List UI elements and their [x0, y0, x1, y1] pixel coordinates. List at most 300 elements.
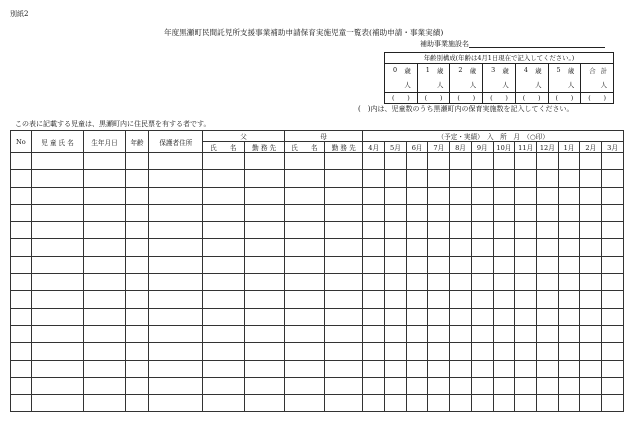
table-cell[interactable] — [450, 395, 472, 412]
table-cell[interactable] — [284, 239, 324, 256]
table-cell[interactable] — [11, 395, 32, 412]
table-cell[interactable] — [385, 222, 407, 239]
table-cell[interactable] — [31, 377, 84, 394]
table-cell[interactable] — [493, 222, 515, 239]
table-cell[interactable] — [493, 274, 515, 291]
table-cell[interactable] — [11, 153, 32, 170]
table-cell[interactable] — [450, 308, 472, 325]
table-cell[interactable] — [580, 291, 602, 308]
table-cell[interactable] — [515, 274, 537, 291]
table-cell[interactable] — [385, 343, 407, 360]
table-cell[interactable] — [385, 170, 407, 187]
table-cell[interactable] — [493, 377, 515, 394]
table-cell[interactable] — [363, 204, 385, 221]
table-cell[interactable] — [11, 204, 32, 221]
table-cell[interactable] — [428, 325, 450, 342]
table-cell[interactable] — [325, 343, 363, 360]
table-cell[interactable] — [450, 239, 472, 256]
table-cell[interactable] — [325, 325, 363, 342]
table-cell[interactable] — [125, 360, 149, 377]
table-cell[interactable] — [536, 377, 558, 394]
table-cell[interactable] — [84, 153, 125, 170]
table-cell[interactable] — [149, 360, 203, 377]
table-cell[interactable] — [149, 187, 203, 204]
table-cell[interactable] — [558, 325, 580, 342]
table-cell[interactable] — [149, 222, 203, 239]
age-cell-3[interactable] — [483, 64, 516, 93]
table-cell[interactable] — [125, 170, 149, 187]
table-cell[interactable] — [203, 153, 244, 170]
table-cell[interactable] — [244, 274, 284, 291]
table-cell[interactable] — [203, 291, 244, 308]
table-cell[interactable] — [428, 308, 450, 325]
age-town-count-5[interactable]: ( ) — [548, 93, 581, 104]
table-cell[interactable] — [244, 222, 284, 239]
table-cell[interactable] — [11, 377, 32, 394]
table-cell[interactable] — [284, 325, 324, 342]
table-cell[interactable] — [325, 395, 363, 412]
table-cell[interactable] — [385, 239, 407, 256]
table-cell[interactable] — [471, 325, 493, 342]
table-cell[interactable] — [406, 395, 428, 412]
table-cell[interactable] — [325, 170, 363, 187]
table-cell[interactable] — [31, 239, 84, 256]
table-cell[interactable] — [11, 256, 32, 273]
table-cell[interactable] — [325, 360, 363, 377]
table-cell[interactable] — [363, 308, 385, 325]
table-cell[interactable] — [149, 377, 203, 394]
table-cell[interactable] — [84, 377, 125, 394]
table-cell[interactable] — [450, 343, 472, 360]
table-cell[interactable] — [284, 395, 324, 412]
table-cell[interactable] — [493, 360, 515, 377]
table-cell[interactable] — [385, 377, 407, 394]
table-cell[interactable] — [428, 343, 450, 360]
table-cell[interactable] — [125, 153, 149, 170]
table-cell[interactable] — [450, 153, 472, 170]
age-town-count-0[interactable]: ( ) — [385, 93, 418, 104]
table-cell[interactable] — [125, 256, 149, 273]
table-cell[interactable] — [580, 308, 602, 325]
table-cell[interactable] — [31, 360, 84, 377]
table-cell[interactable] — [325, 308, 363, 325]
table-cell[interactable] — [125, 343, 149, 360]
table-cell[interactable] — [149, 325, 203, 342]
table-cell[interactable] — [558, 222, 580, 239]
table-cell[interactable] — [406, 153, 428, 170]
table-cell[interactable] — [558, 256, 580, 273]
table-cell[interactable] — [515, 187, 537, 204]
table-cell[interactable] — [602, 239, 624, 256]
table-cell[interactable] — [31, 256, 84, 273]
table-cell[interactable] — [325, 239, 363, 256]
table-cell[interactable] — [325, 291, 363, 308]
table-cell[interactable] — [125, 239, 149, 256]
table-cell[interactable] — [325, 153, 363, 170]
table-cell[interactable] — [580, 395, 602, 412]
table-cell[interactable] — [203, 395, 244, 412]
table-cell[interactable] — [515, 291, 537, 308]
table-cell[interactable] — [536, 256, 558, 273]
table-cell[interactable] — [406, 204, 428, 221]
table-cell[interactable] — [363, 222, 385, 239]
table-cell[interactable] — [536, 360, 558, 377]
table-cell[interactable] — [84, 204, 125, 221]
table-cell[interactable] — [363, 325, 385, 342]
table-cell[interactable] — [203, 222, 244, 239]
table-cell[interactable] — [284, 187, 324, 204]
table-cell[interactable] — [450, 204, 472, 221]
table-cell[interactable] — [84, 343, 125, 360]
table-cell[interactable] — [558, 308, 580, 325]
table-cell[interactable] — [406, 377, 428, 394]
table-cell[interactable] — [580, 170, 602, 187]
table-cell[interactable] — [84, 360, 125, 377]
table-cell[interactable] — [471, 222, 493, 239]
table-cell[interactable] — [203, 343, 244, 360]
table-cell[interactable] — [450, 274, 472, 291]
table-cell[interactable] — [602, 153, 624, 170]
table-cell[interactable] — [471, 153, 493, 170]
table-cell[interactable] — [125, 274, 149, 291]
table-cell[interactable] — [536, 153, 558, 170]
table-cell[interactable] — [244, 377, 284, 394]
table-cell[interactable] — [428, 377, 450, 394]
table-cell[interactable] — [203, 377, 244, 394]
table-cell[interactable] — [558, 377, 580, 394]
table-cell[interactable] — [493, 343, 515, 360]
table-cell[interactable] — [536, 204, 558, 221]
table-cell[interactable] — [602, 377, 624, 394]
table-cell[interactable] — [149, 291, 203, 308]
table-cell[interactable] — [428, 360, 450, 377]
table-cell[interactable] — [325, 274, 363, 291]
table-cell[interactable] — [471, 170, 493, 187]
table-cell[interactable] — [84, 395, 125, 412]
table-cell[interactable] — [31, 343, 84, 360]
table-cell[interactable] — [536, 325, 558, 342]
table-cell[interactable] — [203, 239, 244, 256]
table-cell[interactable] — [493, 187, 515, 204]
table-cell[interactable] — [471, 343, 493, 360]
table-cell[interactable] — [284, 256, 324, 273]
table-cell[interactable] — [471, 308, 493, 325]
table-cell[interactable] — [203, 256, 244, 273]
table-cell[interactable] — [515, 256, 537, 273]
table-cell[interactable] — [406, 239, 428, 256]
table-cell[interactable] — [125, 377, 149, 394]
age-cell-2[interactable] — [450, 64, 483, 93]
table-cell[interactable] — [363, 153, 385, 170]
table-cell[interactable] — [84, 256, 125, 273]
table-cell[interactable] — [244, 360, 284, 377]
age-town-count-1[interactable]: ( ) — [417, 93, 450, 104]
table-cell[interactable] — [493, 256, 515, 273]
table-cell[interactable] — [428, 187, 450, 204]
table-cell[interactable] — [11, 222, 32, 239]
table-cell[interactable] — [558, 291, 580, 308]
table-cell[interactable] — [385, 308, 407, 325]
table-cell[interactable] — [580, 256, 602, 273]
table-cell[interactable] — [125, 222, 149, 239]
table-cell[interactable] — [406, 291, 428, 308]
table-cell[interactable] — [31, 291, 84, 308]
table-cell[interactable] — [536, 395, 558, 412]
table-cell[interactable] — [428, 170, 450, 187]
table-cell[interactable] — [244, 256, 284, 273]
table-cell[interactable] — [428, 291, 450, 308]
table-cell[interactable] — [602, 291, 624, 308]
table-cell[interactable] — [149, 204, 203, 221]
table-cell[interactable] — [149, 343, 203, 360]
table-cell[interactable] — [406, 256, 428, 273]
table-cell[interactable] — [536, 274, 558, 291]
table-cell[interactable] — [580, 187, 602, 204]
table-cell[interactable] — [580, 377, 602, 394]
table-cell[interactable] — [515, 360, 537, 377]
table-cell[interactable] — [84, 325, 125, 342]
table-cell[interactable] — [149, 308, 203, 325]
table-cell[interactable] — [515, 204, 537, 221]
table-cell[interactable] — [84, 187, 125, 204]
table-cell[interactable] — [515, 343, 537, 360]
table-cell[interactable] — [31, 222, 84, 239]
age-town-count-2[interactable]: ( ) — [450, 93, 483, 104]
table-cell[interactable] — [406, 343, 428, 360]
table-cell[interactable] — [11, 274, 32, 291]
table-cell[interactable] — [493, 291, 515, 308]
table-cell[interactable] — [450, 377, 472, 394]
table-cell[interactable] — [580, 222, 602, 239]
table-cell[interactable] — [471, 274, 493, 291]
table-cell[interactable] — [385, 153, 407, 170]
table-cell[interactable] — [244, 170, 284, 187]
table-cell[interactable] — [493, 204, 515, 221]
table-cell[interactable] — [84, 274, 125, 291]
table-cell[interactable] — [244, 308, 284, 325]
facility-name-field[interactable] — [469, 39, 605, 48]
age-town-count-4[interactable]: ( ) — [515, 93, 548, 104]
table-cell[interactable] — [284, 153, 324, 170]
table-cell[interactable] — [284, 291, 324, 308]
table-cell[interactable] — [428, 153, 450, 170]
table-cell[interactable] — [493, 239, 515, 256]
table-cell[interactable] — [471, 204, 493, 221]
table-cell[interactable] — [493, 325, 515, 342]
table-cell[interactable] — [406, 187, 428, 204]
table-cell[interactable] — [203, 204, 244, 221]
table-cell[interactable] — [602, 256, 624, 273]
age-cell-6[interactable] — [581, 64, 614, 93]
table-cell[interactable] — [406, 170, 428, 187]
table-cell[interactable] — [284, 308, 324, 325]
table-cell[interactable] — [244, 187, 284, 204]
table-cell[interactable] — [471, 377, 493, 394]
table-cell[interactable] — [203, 308, 244, 325]
table-cell[interactable] — [428, 256, 450, 273]
table-cell[interactable] — [558, 204, 580, 221]
table-cell[interactable] — [493, 153, 515, 170]
table-cell[interactable] — [515, 222, 537, 239]
table-cell[interactable] — [284, 222, 324, 239]
table-cell[interactable] — [125, 308, 149, 325]
table-cell[interactable] — [406, 325, 428, 342]
table-cell[interactable] — [450, 360, 472, 377]
table-cell[interactable] — [11, 308, 32, 325]
table-cell[interactable] — [31, 274, 84, 291]
age-town-count-3[interactable]: ( ) — [483, 93, 516, 104]
table-cell[interactable] — [385, 187, 407, 204]
table-cell[interactable] — [602, 274, 624, 291]
table-cell[interactable] — [125, 291, 149, 308]
table-cell[interactable] — [203, 325, 244, 342]
table-cell[interactable] — [244, 395, 284, 412]
table-cell[interactable] — [558, 239, 580, 256]
table-cell[interactable] — [385, 274, 407, 291]
table-cell[interactable] — [385, 204, 407, 221]
table-cell[interactable] — [515, 377, 537, 394]
table-cell[interactable] — [385, 360, 407, 377]
table-cell[interactable] — [149, 153, 203, 170]
table-cell[interactable] — [325, 187, 363, 204]
table-cell[interactable] — [471, 239, 493, 256]
table-cell[interactable] — [536, 308, 558, 325]
table-cell[interactable] — [31, 325, 84, 342]
table-cell[interactable] — [428, 222, 450, 239]
table-cell[interactable] — [244, 204, 284, 221]
table-cell[interactable] — [363, 170, 385, 187]
table-cell[interactable] — [11, 239, 32, 256]
table-cell[interactable] — [11, 170, 32, 187]
age-cell-4[interactable] — [515, 64, 548, 93]
table-cell[interactable] — [325, 256, 363, 273]
table-cell[interactable] — [558, 360, 580, 377]
table-cell[interactable] — [515, 239, 537, 256]
table-cell[interactable] — [284, 204, 324, 221]
table-cell[interactable] — [558, 274, 580, 291]
table-cell[interactable] — [602, 395, 624, 412]
table-cell[interactable] — [203, 360, 244, 377]
table-cell[interactable] — [244, 343, 284, 360]
table-cell[interactable] — [31, 187, 84, 204]
table-cell[interactable] — [580, 274, 602, 291]
table-cell[interactable] — [363, 343, 385, 360]
table-cell[interactable] — [558, 395, 580, 412]
table-cell[interactable] — [406, 360, 428, 377]
table-cell[interactable] — [325, 204, 363, 221]
table-cell[interactable] — [450, 291, 472, 308]
table-cell[interactable] — [11, 325, 32, 342]
table-cell[interactable] — [84, 170, 125, 187]
table-cell[interactable] — [406, 274, 428, 291]
table-cell[interactable] — [31, 308, 84, 325]
table-cell[interactable] — [515, 153, 537, 170]
age-cell-5[interactable] — [548, 64, 581, 93]
table-cell[interactable] — [536, 187, 558, 204]
table-cell[interactable] — [602, 222, 624, 239]
table-cell[interactable] — [493, 308, 515, 325]
table-cell[interactable] — [203, 170, 244, 187]
table-cell[interactable] — [580, 325, 602, 342]
table-cell[interactable] — [11, 187, 32, 204]
table-cell[interactable] — [363, 256, 385, 273]
table-cell[interactable] — [84, 291, 125, 308]
table-cell[interactable] — [471, 256, 493, 273]
table-cell[interactable] — [515, 170, 537, 187]
table-cell[interactable] — [406, 308, 428, 325]
table-cell[interactable] — [363, 239, 385, 256]
table-cell[interactable] — [428, 395, 450, 412]
table-cell[interactable] — [515, 395, 537, 412]
table-cell[interactable] — [558, 343, 580, 360]
table-cell[interactable] — [325, 222, 363, 239]
table-cell[interactable] — [385, 256, 407, 273]
table-cell[interactable] — [602, 325, 624, 342]
table-cell[interactable] — [31, 204, 84, 221]
table-cell[interactable] — [493, 170, 515, 187]
table-cell[interactable] — [536, 222, 558, 239]
table-cell[interactable] — [385, 325, 407, 342]
table-cell[interactable] — [284, 170, 324, 187]
table-cell[interactable] — [471, 291, 493, 308]
table-cell[interactable] — [244, 153, 284, 170]
table-cell[interactable] — [284, 343, 324, 360]
table-cell[interactable] — [244, 291, 284, 308]
table-cell[interactable] — [580, 204, 602, 221]
table-cell[interactable] — [125, 325, 149, 342]
table-cell[interactable] — [149, 239, 203, 256]
table-cell[interactable] — [31, 170, 84, 187]
table-cell[interactable] — [11, 291, 32, 308]
table-cell[interactable] — [602, 170, 624, 187]
table-cell[interactable] — [84, 308, 125, 325]
table-cell[interactable] — [325, 377, 363, 394]
table-cell[interactable] — [203, 274, 244, 291]
table-cell[interactable] — [363, 291, 385, 308]
table-cell[interactable] — [125, 204, 149, 221]
table-cell[interactable] — [125, 187, 149, 204]
table-cell[interactable] — [450, 256, 472, 273]
age-town-count-6[interactable]: ( ) — [581, 93, 614, 104]
table-cell[interactable] — [602, 343, 624, 360]
table-cell[interactable] — [450, 170, 472, 187]
table-cell[interactable] — [203, 187, 244, 204]
table-cell[interactable] — [536, 343, 558, 360]
age-cell-0[interactable] — [385, 64, 418, 93]
table-cell[interactable] — [149, 274, 203, 291]
table-cell[interactable] — [536, 291, 558, 308]
table-cell[interactable] — [471, 360, 493, 377]
table-cell[interactable] — [149, 170, 203, 187]
table-cell[interactable] — [11, 343, 32, 360]
table-cell[interactable] — [602, 204, 624, 221]
table-cell[interactable] — [31, 153, 84, 170]
table-cell[interactable] — [558, 153, 580, 170]
table-cell[interactable] — [125, 395, 149, 412]
table-cell[interactable] — [450, 325, 472, 342]
table-cell[interactable] — [558, 170, 580, 187]
table-cell[interactable] — [284, 274, 324, 291]
table-cell[interactable] — [244, 239, 284, 256]
table-cell[interactable] — [428, 239, 450, 256]
table-cell[interactable] — [515, 308, 537, 325]
table-cell[interactable] — [284, 377, 324, 394]
table-cell[interactable] — [31, 395, 84, 412]
table-cell[interactable] — [149, 395, 203, 412]
table-cell[interactable] — [363, 377, 385, 394]
table-cell[interactable] — [84, 222, 125, 239]
table-cell[interactable] — [363, 274, 385, 291]
